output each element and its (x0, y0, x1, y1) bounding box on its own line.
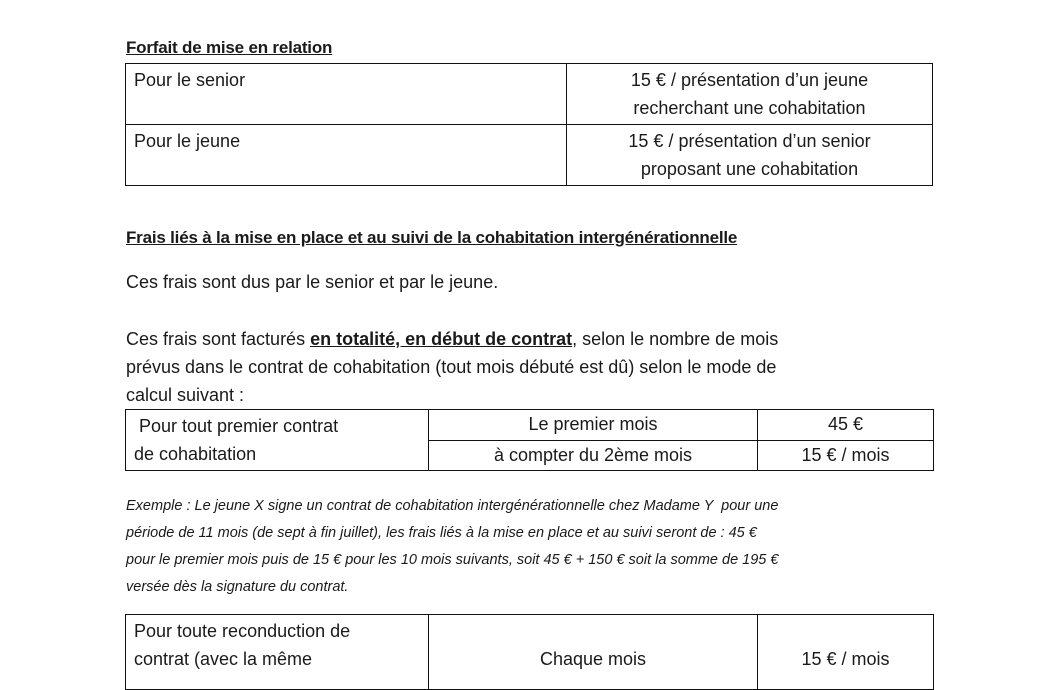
forfait-jeune-label: Pour le jeune (126, 125, 567, 186)
table-row (126, 615, 934, 690)
tarif-reconduction-label (126, 615, 429, 690)
tarif-reconduction-table (125, 614, 934, 690)
forfait-jeune-value-line1: 15 € / présentation d’un senior (628, 131, 871, 151)
forfait-heading: Forfait de mise en relation (126, 38, 333, 57)
frais-paragraph-line3: calcul suivant : (126, 385, 245, 405)
forfait-jeune-value (567, 125, 933, 186)
table-row (126, 410, 934, 441)
frais-paragraph (126, 325, 778, 409)
tarif-premier-period-1: Le premier mois (429, 410, 758, 441)
tarif-premier-label (126, 410, 429, 471)
tarif-reconduction-label-line1: Pour toute reconduction de (134, 621, 351, 641)
table-row (126, 64, 933, 125)
exemple-line2: période de 11 mois (de sept à fin juillet), les frais liés à la mise en place et au suivi seront de : 45 € (126, 525, 757, 541)
frais-heading: Frais liés à la mise en place et au suivi de la cohabitation intergénérationnelle (126, 228, 738, 247)
tarif-premier-label-line2: de cohabitation (134, 444, 257, 464)
tarif-reconduction-period: Chaque mois (429, 615, 758, 690)
frais-intro: Ces frais sont dus par le senior et par le jeune. (126, 272, 499, 292)
table-row (126, 125, 933, 186)
frais-paragraph-line1 (126, 325, 778, 353)
exemple-line1: Exemple : Le jeune X signe un contrat de cohabitation intergénérationnelle chez Madame Y pour une (126, 498, 779, 514)
exemple-line3: pour le premier mois puis de 15 € pour les 10 mois suivants, soit 45 € + 150 € soit la somme de 195 € (126, 552, 779, 568)
frais-paragraph-line2: prévus dans le contrat de cohabitation (tout mois débuté est dû) selon le mode de (126, 357, 777, 377)
tarif-premier-label-line1: Pour tout premier contrat (134, 416, 339, 436)
frais-text-after: , selon le nombre de mois (572, 329, 779, 349)
forfait-senior-value-line2: recherchant une cohabitation (633, 98, 866, 118)
frais-emphasis: en totalité, en début de contrat (310, 329, 573, 349)
tarif-premier-price-2: 15 € / mois (758, 440, 934, 471)
tarif-premier-table (125, 409, 934, 471)
exemple-line4: versée dès la signature du contrat. (126, 579, 349, 595)
forfait-senior-label: Pour le senior (126, 64, 567, 125)
exemple-paragraph (126, 493, 936, 601)
tarif-premier-price-1: 45 € (758, 410, 934, 441)
tarif-premier-period-2: à compter du 2ème mois (429, 440, 758, 471)
forfait-senior-value (567, 64, 933, 125)
tarif-reconduction-label-line2: contrat (avec la même (134, 649, 313, 669)
tarif-reconduction-price: 15 € / mois (758, 615, 934, 690)
forfait-table (125, 63, 933, 186)
forfait-senior-value-line1: 15 € / présentation d’un jeune (630, 70, 869, 90)
forfait-jeune-value-line2: proposant une cohabitation (640, 159, 859, 179)
frais-text-before: Ces frais sont facturés (126, 329, 311, 349)
